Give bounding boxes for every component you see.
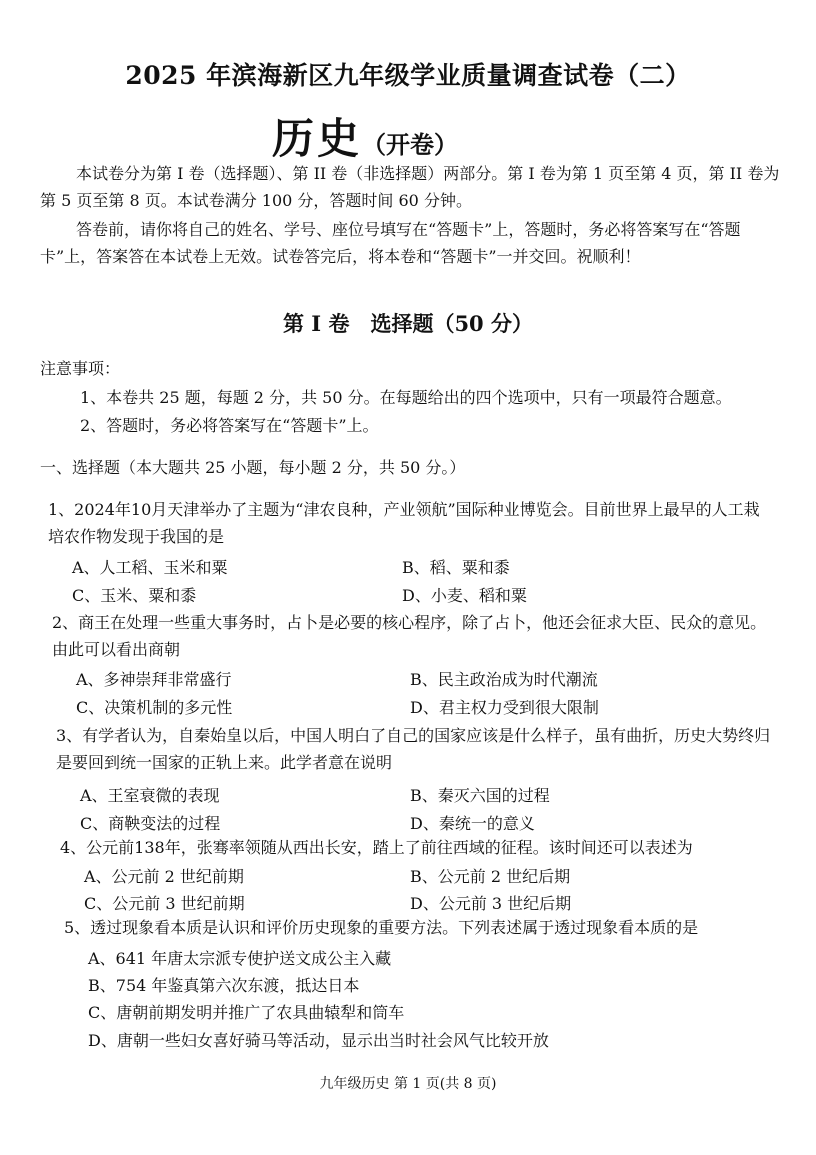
- question-1-option-a: A、人工稻、玉米和粟: [72, 558, 228, 577]
- subject-name: 历史: [272, 114, 363, 163]
- exam-title: 2025 年滨海新区九年级学业质量调查试卷（二）: [125, 61, 691, 90]
- question-3-option-b: B、秦灭六国的过程: [410, 786, 550, 805]
- question-2-option-d: D、君主权力受到很大限制: [410, 698, 599, 717]
- part-heading: 一、选择题（本大题共 25 小题，每小题 2 分，共 50 分。）: [40, 458, 466, 477]
- question-3-option-a: A、王室衰微的表现: [80, 786, 220, 805]
- question-5-option-c: C、唐朝前期发明并推广了农具曲辕犁和筒车: [88, 1003, 405, 1022]
- question-3-option-c: C、商鞅变法的过程: [80, 814, 221, 833]
- question-4-option-d: D、公元前 3 世纪后期: [410, 894, 572, 913]
- question-3-stem: 3、有学者认为，自秦始皇以后，中国人明白了自己的国家应该是什么样子，虽有曲折，历史大势终归是要回到统一国家的正轨上来。此学者意在说明: [56, 726, 771, 772]
- note-item-1: 1、本卷共 25 题，每题 2 分，共 50 分。在每题给出的四个选项中，只有一项最符合题意。: [80, 388, 732, 407]
- question-2-stem: 2、商王在处理一些重大事务时，占卜是必要的核心程序，除了占卜，他还会征求大臣、民众的意见。由此可以看出商朝: [52, 613, 767, 659]
- question-4-stem: 4、公元前138年，张骞率领随从西出长安，踏上了前往西域的征程。该时间还可以表述为: [60, 838, 693, 857]
- question-1-option-b: B、稻、粟和黍: [402, 558, 510, 577]
- question-1-stem: 1、2024年10月天津举办了主题为“津农良种，产业领航”国际种业博览会。目前世界上最早的人工栽培农作物发现于我国的是: [48, 500, 760, 546]
- intro-paragraph-1: 本试卷分为第 I 卷（选择题）、第 II 卷（非选择题）两部分。第 I 卷为第 1 页至第 4 页，第 II 卷为第 5 页至第 8 页。本试卷满分 100 分，答题时间 60 分钟。: [40, 164, 780, 210]
- question-4-option-a: A、公元前 2 世纪前期: [84, 867, 244, 886]
- question-5-option-b: B、754 年鉴真第六次东渡，抵达日本: [88, 976, 360, 995]
- question-1-option-c: C、玉米、粟和黍: [72, 586, 197, 605]
- question-2-option-a: A、多神崇拜非常盛行: [76, 670, 232, 689]
- page-footer: 九年级历史 第 1 页(共 8 页): [319, 1076, 497, 1092]
- intro-paragraph-2: 答卷前，请你将自己的姓名、学号、座位号填写在“答题卡”上，答题时，务必将答案写在“答题卡”上，答案答在本试卷上无效。试卷答完后，将本卷和“答题卡”一并交回。祝顺利！: [40, 220, 741, 266]
- question-2-option-b: B、民主政治成为时代潮流: [410, 670, 598, 689]
- note-item-2: 2、答题时，务必将答案写在“答题卡”上。: [80, 416, 379, 435]
- section-title: 第 I 卷 选择题（50 分）: [283, 311, 533, 336]
- question-4-option-c: C、公元前 3 世纪前期: [84, 894, 245, 913]
- question-2-option-c: C、决策机制的多元性: [76, 698, 233, 717]
- subject-heading: [272, 106, 458, 166]
- question-5-stem: 5、透过现象看本质是认识和评价历史现象的重要方法。下列表述属于透过现象看本质的是: [64, 918, 699, 937]
- question-5-option-d: D、唐朝一些妇女喜好骑马等活动，显示出当时社会风气比较开放: [88, 1031, 549, 1050]
- question-5-option-a: A、641 年唐太宗派专使护送文成公主入藏: [88, 949, 392, 968]
- question-3-option-d: D、秦统一的意义: [410, 814, 535, 833]
- notes-heading: 注意事项：: [40, 359, 121, 378]
- question-1-option-d: D、小麦、稻和粟: [402, 586, 527, 605]
- question-4-option-b: B、公元前 2 世纪后期: [410, 867, 571, 886]
- subject-note: （开卷）: [362, 130, 459, 159]
